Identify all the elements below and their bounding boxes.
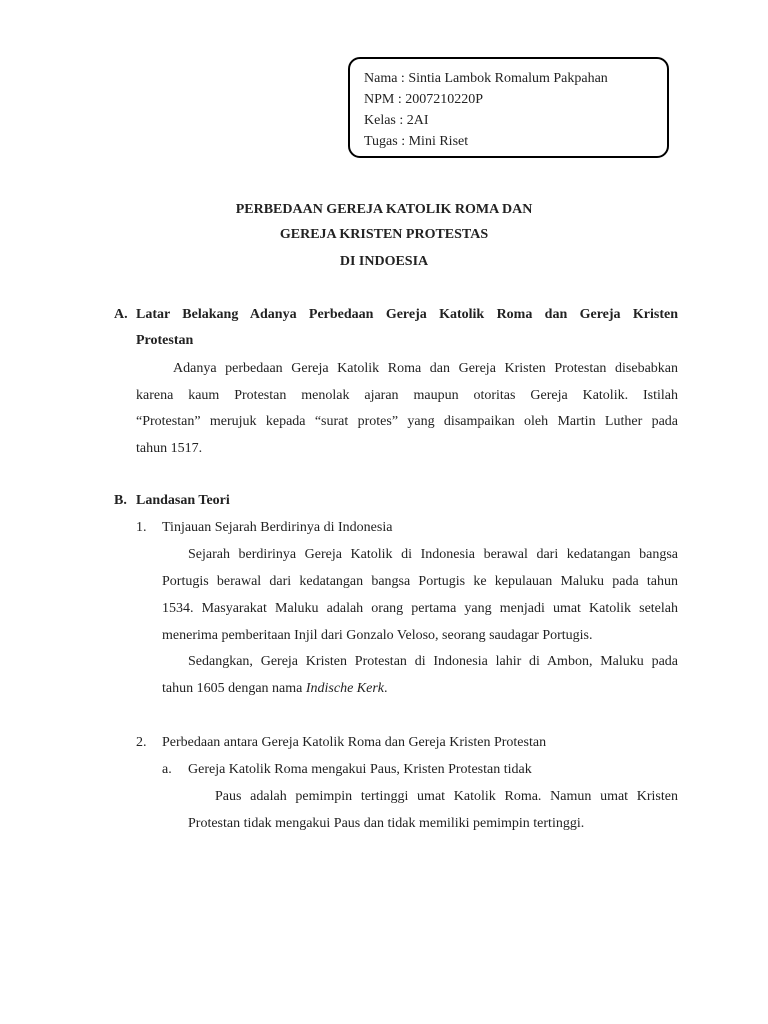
item-2-number: 2.	[136, 735, 147, 750]
section-a-heading-line-1: Latar Belakang Adanya Perbedaan Gereja Katolik Roma dan Gereja Kristen	[136, 307, 678, 322]
item-1-paragraph-line: 1534. Masyarakat Maluku adalah orang pertama yang menjadi umat Katolik setelah	[162, 601, 678, 616]
item-1-para2-suffix: .	[384, 681, 388, 696]
section-a-paragraph-line: tahun 1517.	[136, 441, 203, 456]
section-a-paragraph-line: Adanya perbedaan Gereja Katolik Roma dan Gereja Kristen Protestan disebabkan	[173, 361, 678, 376]
item-2a-paragraph-line: Protestan tidak mengakui Paus dan tidak memiliki pemimpin tertinggi.	[188, 816, 585, 831]
page-title-line-3: DI INDOESIA	[339, 254, 429, 269]
page-title-line-1: PERBEDAAN GEREJA KATOLIK ROMA DAN	[235, 202, 533, 217]
item-1-paragraph-2-line-1: Sedangkan, Gereja Kristen Protestan di Indonesia lahir di Ambon, Maluku pada	[188, 654, 678, 669]
identity-npm: NPM : 2007210220P	[364, 92, 484, 107]
section-b-heading: Landasan Teori	[136, 493, 230, 508]
item-1-title: Tinjauan Sejarah Berdirinya di Indonesia	[162, 520, 393, 535]
identity-tugas: Tugas : Mini Riset	[364, 134, 469, 149]
item-2a-title: Gereja Katolik Roma mengakui Paus, Kristen Protestan tidak	[188, 762, 532, 777]
identity-box	[348, 57, 669, 158]
section-a-marker: A.	[114, 307, 128, 322]
section-a-paragraph-line: “Protestan” merujuk kepada “surat protes” yang disampaikan oleh Martin Luther pada	[136, 414, 678, 429]
identity-nama: Nama : Sintia Lambok Romalum Pakpahan	[364, 71, 608, 86]
item-1-paragraph-2-line-2	[162, 676, 388, 702]
identity-kelas: Kelas : 2AI	[364, 113, 429, 128]
item-2-title: Perbedaan antara Gereja Katolik Roma dan Gereja Kristen Protestan	[162, 735, 547, 750]
item-1-para2-prefix: tahun 1605 dengan nama	[162, 681, 306, 696]
item-1-paragraph-line: menerima pemberitaan Injil dari Gonzalo Veloso, seorang saudagar Portugis.	[162, 628, 593, 643]
item-1-paragraph-line: Sejarah berdirinya Gereja Katolik di Indonesia berawal dari kedatangan bangsa	[188, 547, 678, 562]
item-1-number: 1.	[136, 520, 147, 535]
section-a-paragraph-line: karena kaum Protestan menolak ajaran maupun otoritas Gereja Katolik. Istilah	[136, 388, 678, 403]
item-2a-paragraph-line: Paus adalah pemimpin tertinggi umat Katolik Roma. Namun umat Kristen	[215, 789, 678, 804]
item-1-para2-italic: Indische Kerk	[305, 681, 385, 696]
section-a-heading-line-2: Protestan	[136, 333, 194, 348]
section-b-marker: B.	[114, 493, 127, 508]
page-title-line-2: GEREJA KRISTEN PROTESTAS	[279, 227, 489, 242]
item-2a-marker: a.	[162, 762, 172, 777]
item-1-paragraph-line: Portugis berawal dari kedatangan bangsa Portugis ke kepulauan Maluku pada tahun	[162, 574, 678, 589]
